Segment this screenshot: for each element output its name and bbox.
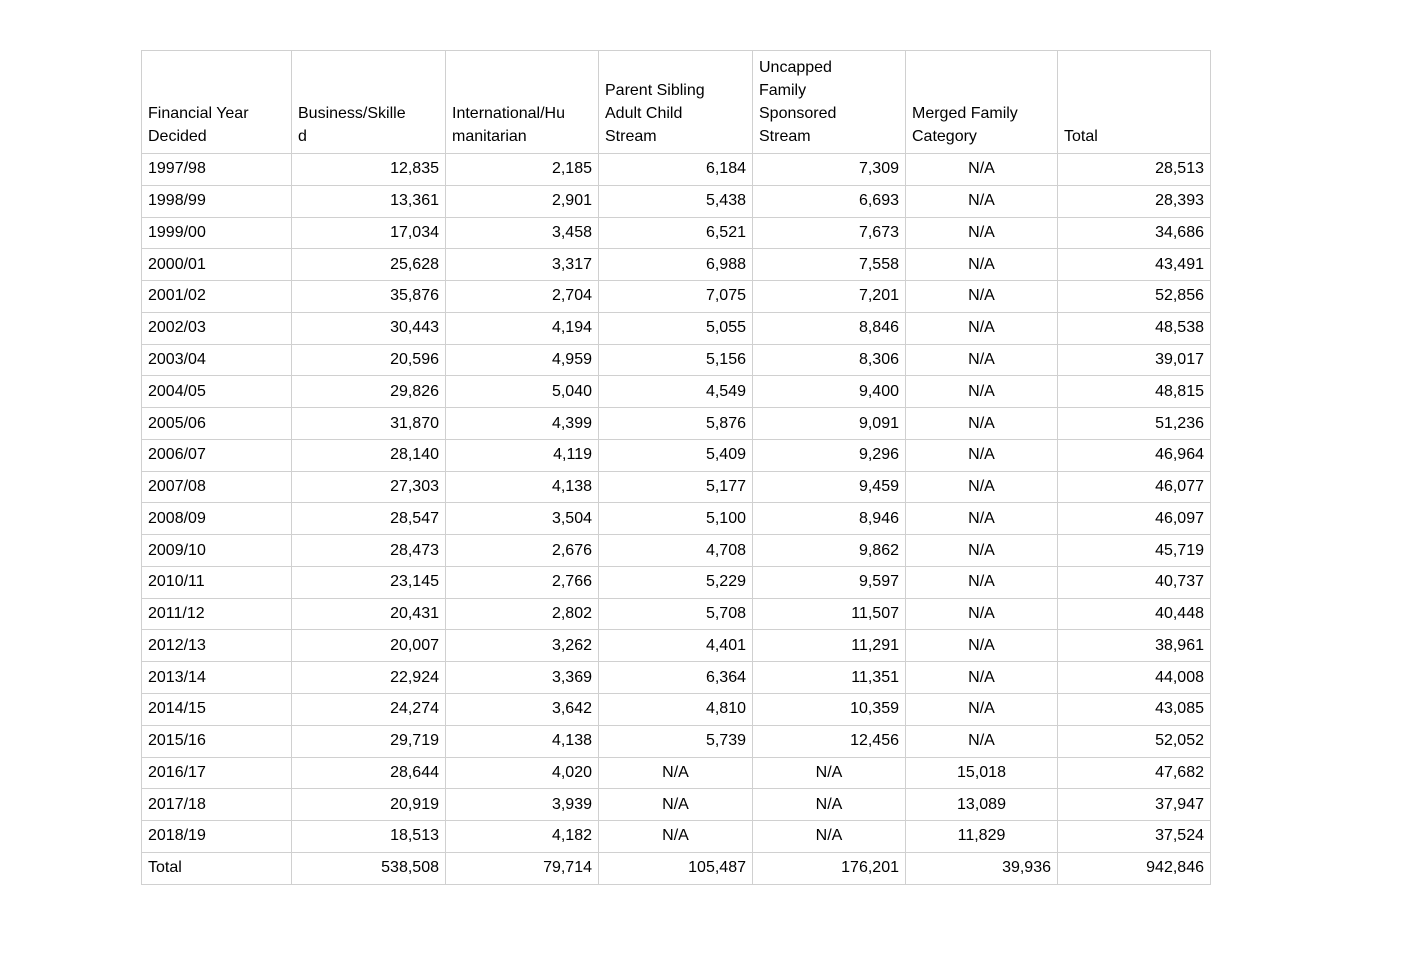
value-cell: 39,017 xyxy=(1058,344,1211,376)
column-header-label: Business/Skilled xyxy=(298,105,406,145)
value-cell: 34,686 xyxy=(1058,217,1211,249)
column-header-label: Financial Year Decided xyxy=(148,105,249,145)
value-cell: 6,988 xyxy=(599,249,753,281)
value-cell: 11,829 xyxy=(906,821,1058,853)
value-cell: N/A xyxy=(906,503,1058,535)
column-header xyxy=(599,51,753,154)
value-cell: N/A xyxy=(906,376,1058,408)
table-row xyxy=(142,535,1211,567)
value-cell: 4,182 xyxy=(446,821,599,853)
total-row xyxy=(142,852,1211,884)
table-row xyxy=(142,471,1211,503)
column-header xyxy=(1058,51,1211,154)
value-cell: 5,055 xyxy=(599,312,753,344)
value-cell: 2,704 xyxy=(446,281,599,313)
value-cell: 48,815 xyxy=(1058,376,1211,408)
table-row xyxy=(142,789,1211,821)
value-cell: 3,939 xyxy=(446,789,599,821)
data-table-container xyxy=(141,50,1211,885)
value-cell: 18,513 xyxy=(292,821,446,853)
total-value-cell: 538,508 xyxy=(292,852,446,884)
value-cell: 28,140 xyxy=(292,439,446,471)
column-header xyxy=(753,51,906,154)
value-cell: 43,491 xyxy=(1058,249,1211,281)
year-cell: 1998/99 xyxy=(142,185,292,217)
table-row xyxy=(142,154,1211,186)
value-cell: 4,194 xyxy=(446,312,599,344)
year-cell: 2014/15 xyxy=(142,694,292,726)
column-header xyxy=(292,51,446,154)
table-header xyxy=(142,51,1211,154)
value-cell: 28,547 xyxy=(292,503,446,535)
value-cell: 3,262 xyxy=(446,630,599,662)
table-row xyxy=(142,249,1211,281)
value-cell: 4,119 xyxy=(446,439,599,471)
year-cell: 2011/12 xyxy=(142,598,292,630)
financial-year-table xyxy=(141,50,1211,885)
value-cell: N/A xyxy=(906,344,1058,376)
year-cell: 2004/05 xyxy=(142,376,292,408)
column-header-label: Parent Sibling Adult Child Stream xyxy=(605,82,705,145)
table-body xyxy=(142,154,1211,885)
column-header-label: Total xyxy=(1064,128,1098,145)
column-header-label: Merged Family Category xyxy=(912,105,1018,145)
value-cell: 17,034 xyxy=(292,217,446,249)
value-cell: 4,810 xyxy=(599,694,753,726)
value-cell: 8,306 xyxy=(753,344,906,376)
value-cell: 25,628 xyxy=(292,249,446,281)
value-cell: 9,296 xyxy=(753,439,906,471)
column-header-label: Uncapped Family Sponsored Stream xyxy=(759,59,837,145)
value-cell: 46,964 xyxy=(1058,439,1211,471)
value-cell: 5,040 xyxy=(446,376,599,408)
value-cell: 30,443 xyxy=(292,312,446,344)
value-cell: 5,438 xyxy=(599,185,753,217)
value-cell: 46,077 xyxy=(1058,471,1211,503)
value-cell: 4,959 xyxy=(446,344,599,376)
year-cell: 2016/17 xyxy=(142,757,292,789)
value-cell: 22,924 xyxy=(292,662,446,694)
year-cell: 2018/19 xyxy=(142,821,292,853)
value-cell: 9,862 xyxy=(753,535,906,567)
table-row xyxy=(142,598,1211,630)
value-cell: 8,946 xyxy=(753,503,906,535)
value-cell: 46,097 xyxy=(1058,503,1211,535)
value-cell: N/A xyxy=(753,821,906,853)
value-cell: N/A xyxy=(906,281,1058,313)
value-cell: 7,309 xyxy=(753,154,906,186)
value-cell: 9,091 xyxy=(753,408,906,440)
value-cell: 37,947 xyxy=(1058,789,1211,821)
total-value-cell: 105,487 xyxy=(599,852,753,884)
value-cell: N/A xyxy=(906,535,1058,567)
value-cell: 29,719 xyxy=(292,725,446,757)
column-header xyxy=(906,51,1058,154)
value-cell: N/A xyxy=(599,821,753,853)
year-cell: 2013/14 xyxy=(142,662,292,694)
column-header-label: International/Humanitarian xyxy=(452,105,565,145)
value-cell: 10,359 xyxy=(753,694,906,726)
year-cell: 1997/98 xyxy=(142,154,292,186)
value-cell: 6,184 xyxy=(599,154,753,186)
value-cell: N/A xyxy=(906,249,1058,281)
value-cell: N/A xyxy=(906,598,1058,630)
value-cell: 4,399 xyxy=(446,408,599,440)
value-cell: 3,642 xyxy=(446,694,599,726)
value-cell: 27,303 xyxy=(292,471,446,503)
value-cell: 3,458 xyxy=(446,217,599,249)
table-row xyxy=(142,821,1211,853)
value-cell: 9,459 xyxy=(753,471,906,503)
value-cell: 11,507 xyxy=(753,598,906,630)
table-row xyxy=(142,439,1211,471)
value-cell: 3,369 xyxy=(446,662,599,694)
value-cell: N/A xyxy=(906,471,1058,503)
value-cell: N/A xyxy=(906,439,1058,471)
value-cell: 28,513 xyxy=(1058,154,1211,186)
table-row xyxy=(142,185,1211,217)
value-cell: 20,919 xyxy=(292,789,446,821)
value-cell: 4,401 xyxy=(599,630,753,662)
table-row xyxy=(142,408,1211,440)
value-cell: 48,538 xyxy=(1058,312,1211,344)
value-cell: 5,156 xyxy=(599,344,753,376)
value-cell: 20,596 xyxy=(292,344,446,376)
value-cell: 29,826 xyxy=(292,376,446,408)
table-row xyxy=(142,503,1211,535)
value-cell: 2,185 xyxy=(446,154,599,186)
year-cell: 2015/16 xyxy=(142,725,292,757)
table-row xyxy=(142,376,1211,408)
value-cell: 9,400 xyxy=(753,376,906,408)
value-cell: 23,145 xyxy=(292,566,446,598)
value-cell: N/A xyxy=(906,217,1058,249)
value-cell: 40,737 xyxy=(1058,566,1211,598)
value-cell: N/A xyxy=(599,789,753,821)
value-cell: N/A xyxy=(906,662,1058,694)
value-cell: 7,558 xyxy=(753,249,906,281)
value-cell: N/A xyxy=(753,757,906,789)
value-cell: 28,393 xyxy=(1058,185,1211,217)
value-cell: N/A xyxy=(906,154,1058,186)
value-cell: N/A xyxy=(599,757,753,789)
value-cell: 8,846 xyxy=(753,312,906,344)
value-cell: 28,644 xyxy=(292,757,446,789)
value-cell: N/A xyxy=(906,725,1058,757)
value-cell: 2,901 xyxy=(446,185,599,217)
value-cell: 20,007 xyxy=(292,630,446,662)
value-cell: 43,085 xyxy=(1058,694,1211,726)
year-cell: 2009/10 xyxy=(142,535,292,567)
value-cell: 31,870 xyxy=(292,408,446,440)
value-cell: N/A xyxy=(906,185,1058,217)
year-cell: 2017/18 xyxy=(142,789,292,821)
value-cell: 4,708 xyxy=(599,535,753,567)
value-cell: 6,693 xyxy=(753,185,906,217)
table-row xyxy=(142,757,1211,789)
value-cell: 7,201 xyxy=(753,281,906,313)
value-cell: 5,739 xyxy=(599,725,753,757)
year-cell: 2012/13 xyxy=(142,630,292,662)
value-cell: 2,802 xyxy=(446,598,599,630)
table-row xyxy=(142,312,1211,344)
value-cell: 5,409 xyxy=(599,439,753,471)
year-cell: 2003/04 xyxy=(142,344,292,376)
table-row xyxy=(142,725,1211,757)
year-cell: 2008/09 xyxy=(142,503,292,535)
table-row xyxy=(142,566,1211,598)
value-cell: 3,317 xyxy=(446,249,599,281)
value-cell: 13,089 xyxy=(906,789,1058,821)
column-header xyxy=(142,51,292,154)
value-cell: 3,504 xyxy=(446,503,599,535)
table-row xyxy=(142,630,1211,662)
value-cell: 7,673 xyxy=(753,217,906,249)
total-value-cell: 39,936 xyxy=(906,852,1058,884)
year-cell: 2006/07 xyxy=(142,439,292,471)
value-cell: N/A xyxy=(906,630,1058,662)
table-row xyxy=(142,281,1211,313)
value-cell: N/A xyxy=(906,694,1058,726)
year-cell: 2005/06 xyxy=(142,408,292,440)
value-cell: 6,521 xyxy=(599,217,753,249)
table-row xyxy=(142,662,1211,694)
value-cell: N/A xyxy=(906,566,1058,598)
total-label-cell: Total xyxy=(142,852,292,884)
value-cell: 38,961 xyxy=(1058,630,1211,662)
value-cell: 12,456 xyxy=(753,725,906,757)
value-cell: 35,876 xyxy=(292,281,446,313)
value-cell: 37,524 xyxy=(1058,821,1211,853)
value-cell: 5,229 xyxy=(599,566,753,598)
value-cell: 45,719 xyxy=(1058,535,1211,567)
value-cell: 11,291 xyxy=(753,630,906,662)
table-row xyxy=(142,344,1211,376)
value-cell: 11,351 xyxy=(753,662,906,694)
total-value-cell: 176,201 xyxy=(753,852,906,884)
value-cell: 15,018 xyxy=(906,757,1058,789)
year-cell: 2002/03 xyxy=(142,312,292,344)
value-cell: 40,448 xyxy=(1058,598,1211,630)
value-cell: 20,431 xyxy=(292,598,446,630)
table-row xyxy=(142,217,1211,249)
value-cell: 5,177 xyxy=(599,471,753,503)
value-cell: 52,052 xyxy=(1058,725,1211,757)
value-cell: 44,008 xyxy=(1058,662,1211,694)
year-cell: 2000/01 xyxy=(142,249,292,281)
year-cell: 2007/08 xyxy=(142,471,292,503)
value-cell: N/A xyxy=(906,312,1058,344)
value-cell: 4,020 xyxy=(446,757,599,789)
value-cell: 5,708 xyxy=(599,598,753,630)
value-cell: 4,549 xyxy=(599,376,753,408)
value-cell: N/A xyxy=(753,789,906,821)
value-cell: 7,075 xyxy=(599,281,753,313)
year-cell: 2010/11 xyxy=(142,566,292,598)
value-cell: 13,361 xyxy=(292,185,446,217)
value-cell: 51,236 xyxy=(1058,408,1211,440)
value-cell: 2,766 xyxy=(446,566,599,598)
year-cell: 1999/00 xyxy=(142,217,292,249)
table-row xyxy=(142,694,1211,726)
header-row xyxy=(142,51,1211,154)
value-cell: 4,138 xyxy=(446,725,599,757)
value-cell: 9,597 xyxy=(753,566,906,598)
value-cell: N/A xyxy=(906,408,1058,440)
value-cell: 47,682 xyxy=(1058,757,1211,789)
total-value-cell: 79,714 xyxy=(446,852,599,884)
value-cell: 2,676 xyxy=(446,535,599,567)
value-cell: 5,876 xyxy=(599,408,753,440)
value-cell: 12,835 xyxy=(292,154,446,186)
value-cell: 5,100 xyxy=(599,503,753,535)
value-cell: 4,138 xyxy=(446,471,599,503)
value-cell: 24,274 xyxy=(292,694,446,726)
column-header xyxy=(446,51,599,154)
year-cell: 2001/02 xyxy=(142,281,292,313)
total-value-cell: 942,846 xyxy=(1058,852,1211,884)
value-cell: 52,856 xyxy=(1058,281,1211,313)
value-cell: 28,473 xyxy=(292,535,446,567)
value-cell: 6,364 xyxy=(599,662,753,694)
